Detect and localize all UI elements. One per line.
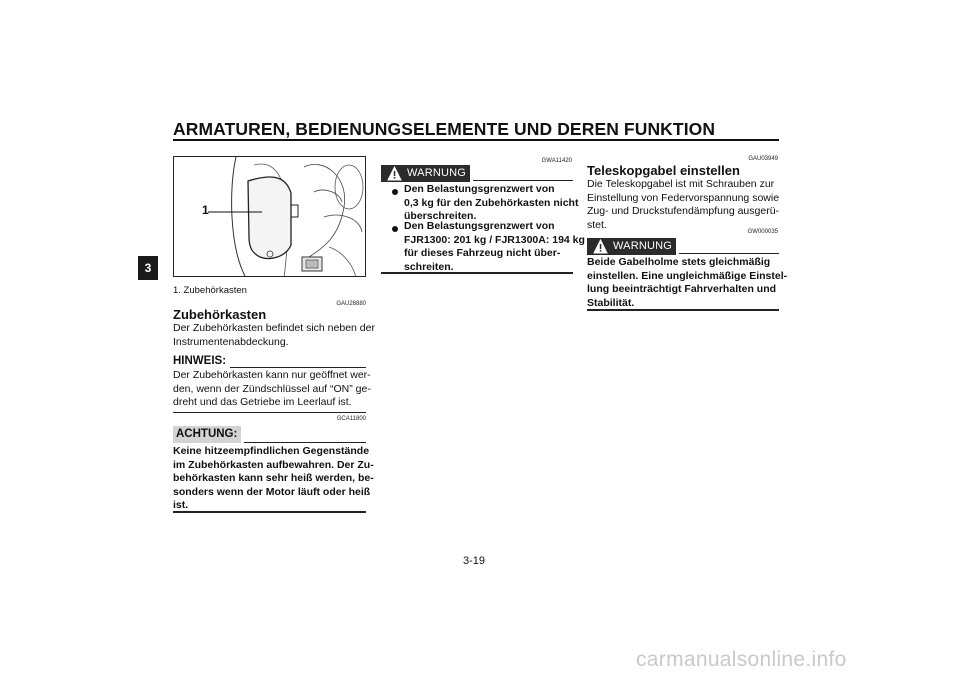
figure-caption: 1. Zubehörkasten	[173, 285, 247, 296]
section-heading: Teleskopgabel einstellen	[587, 163, 740, 178]
text-line: Beide Gabelholme stets gleichmäßig	[587, 256, 771, 268]
section-heading: Zubehörkasten	[173, 307, 267, 322]
text-line: für dieses Fahrzeug nicht über-	[404, 247, 561, 259]
warning-end-rule	[381, 272, 573, 274]
text-line: Der Zubehörkasten befindet sich neben der	[173, 322, 375, 334]
bullet-dot	[392, 189, 398, 195]
page-number: 3-19	[463, 555, 486, 567]
warning-end-rule	[587, 309, 779, 311]
warning-label-text: WARNUNG	[407, 167, 467, 179]
text-line: einstellen. Eine ungleichmäßige Einstel-	[587, 269, 788, 282]
text-line: im Zubehörkasten aufbewahren. Der Zu-	[173, 458, 374, 471]
reference-code: GW000035	[747, 229, 778, 235]
figure-illustration	[173, 156, 366, 277]
text-line: lung beeinträchtigt Fahrverhalten und	[587, 283, 777, 295]
section-intro	[587, 178, 779, 232]
note-label: HINWEIS:	[173, 355, 227, 367]
text-line: Instrumentenabdeckung.	[173, 335, 289, 348]
chapter-tab: 3	[138, 256, 158, 280]
warning-item	[404, 220, 585, 274]
text-line: den, wenn der Zündschlüssel auf “ON” ge-	[173, 382, 371, 395]
warning-triangle-icon	[593, 239, 608, 254]
text-line: Den Belastungsgrenzwert von	[404, 183, 555, 195]
reference-code: GCA11800	[336, 416, 366, 422]
text-line: Einstellung von Federvorspannung sowie	[587, 191, 780, 204]
callout-number: 1	[202, 203, 209, 217]
reference-code: GAU03949	[748, 156, 778, 162]
warning-triangle-icon	[387, 166, 402, 181]
caution-rule	[244, 442, 366, 443]
warning-item	[404, 183, 578, 224]
warning-label	[381, 165, 470, 182]
bullet-dot	[392, 226, 398, 232]
text-line: 0,3 kg für den Zubehörkasten nicht	[404, 196, 579, 209]
note-end-rule	[173, 412, 366, 413]
text-line: Zug- und Druckstufendämpfung ausgerü-	[587, 205, 780, 217]
reference-code: GAU26880	[336, 301, 366, 307]
text-line: schreiten.	[404, 260, 454, 273]
caution-label: ACHTUNG:	[173, 426, 241, 443]
reference-code: GWA11420	[541, 158, 572, 164]
watermark: carmanualsonline.info	[636, 648, 847, 671]
warning-rule	[473, 180, 573, 181]
section-intro	[173, 322, 375, 349]
title-rule	[173, 139, 779, 141]
warning-label-text: WARNUNG	[613, 240, 673, 252]
text-line: sonders wenn der Motor läuft oder heiß	[173, 485, 371, 498]
storage-box-illustration	[174, 157, 366, 277]
text-line: Die Teleskopgabel ist mit Schrauben zur	[587, 178, 775, 190]
warning-label	[587, 238, 676, 255]
text-line: Keine hitzeempfindlichen Gegenstände	[173, 445, 370, 457]
warning-text	[587, 256, 787, 310]
text-line: dreht und das Getriebe im Leerlauf ist.	[173, 396, 352, 408]
note-text	[173, 369, 371, 410]
text-line: behörkasten kann sehr heiß werden, be-	[173, 472, 374, 484]
text-line: Stabilität.	[587, 296, 635, 309]
text-line: ist.	[173, 499, 189, 511]
text-line: FJR1300: 201 kg / FJR1300A: 194 kg	[404, 233, 585, 246]
text-line: stet.	[587, 218, 607, 231]
text-line: Der Zubehörkasten kann nur geöffnet wer-	[173, 369, 371, 381]
page-title: ARMATUREN, BEDIENUNGSELEMENTE UND DEREN FUNKTION	[173, 119, 716, 139]
caution-end-rule	[173, 511, 366, 513]
text-line: überschreiten.	[404, 210, 477, 222]
note-rule	[230, 367, 366, 368]
text-line: Den Belastungsgrenzwert von	[404, 220, 555, 232]
warning-rule	[679, 253, 779, 254]
caution-text	[173, 445, 374, 513]
